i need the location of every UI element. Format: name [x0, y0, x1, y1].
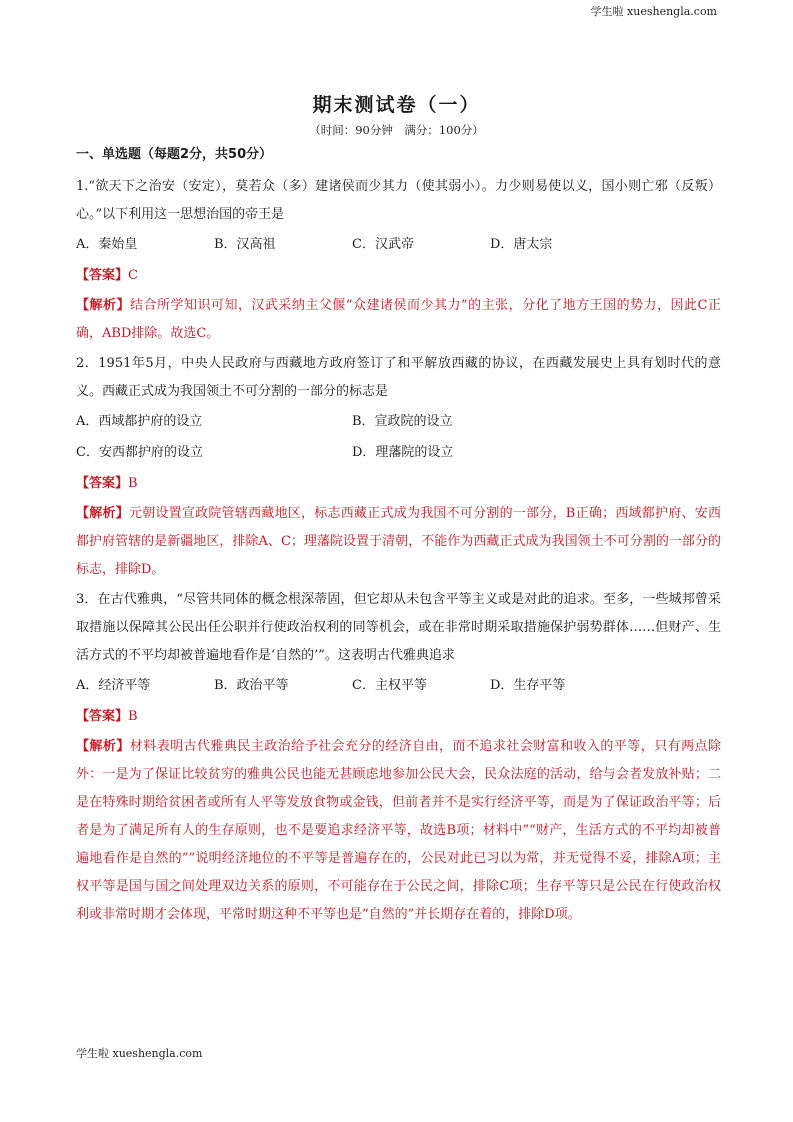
analysis-text: 元朝设置宣政院管辖西藏地区，标志西藏正式成为我国不可分割的一部分，B正确；西域都护府、安西都护府管辖的是新疆地区，排除A、C；理藩院设置于清朝，不能作为西藏正式成为我国领土不可分割的一部分的标志，排除D。 — [76, 506, 721, 577]
option-b: B．宣政院的设立 — [352, 414, 453, 429]
option-d: D．唐太宗 — [490, 237, 553, 252]
answer-value: B — [128, 709, 138, 724]
option-a: A．西域都护府的设立 — [76, 414, 203, 429]
answer-value: B — [128, 476, 138, 491]
answer — [76, 470, 721, 498]
analysis-text: 材料表明古代雅典民主政治给予社会充分的经济自由，而不追求社会财富和收入的平等，只有两点除外：一是为了保证比较贫穷的雅典公民也能无甚顾虑地参加公民大会，民众法庭的活动，给与会者发放补贴；二是在特殊时期给贫困者或所有人平等发放食物或金钱，但前者并不是实行经济平等，而是为了保证政治平等；后者是为了满足所有人的生存原则，也不是要追求经济平等，故选B项；材料中”“财产，生活方式的不平均却被普遍地看作是自然的””说明经济地位的不平等是普遍存在的，公民对此已习以为常，并无觉得不妥，排除A项；主权平等是国与国之间处理双边关系的原则，不可能存在于公民之间，排除C项；生存平等只是公民在行使政治权利或非常时期才会体现，平常时期这种不平等也是“自然的”并长期存在着的，排除D项。 — [76, 739, 721, 922]
option-b: B．汉高祖 — [214, 237, 276, 252]
analysis — [76, 500, 721, 584]
section-heading: 一、单选题（每题2分，共50分） — [76, 147, 273, 162]
question-stem: 3．在古代雅典，“尽管共同体的概念根深蒂固，但它却从未包含平等主义或是对此的追求。至多，一些城邦曾采取措施以保障其公民出任公职并行使政治权利的同等机会，或在非常时期采取措施保护弱势群体……但财产、生活方式的不平均却被普遍地看作是‘自然的’”。这表明古代雅典追求 — [76, 592, 721, 663]
exam-info: （时间：90分钟 满分：100分） — [309, 123, 484, 137]
header-site-label: 学生啦 xueshengla.com — [590, 5, 717, 18]
answer-value: C — [128, 268, 138, 283]
footer-site-label: 学生啦 xueshengla.com — [76, 1047, 203, 1060]
answer — [76, 262, 721, 290]
option-c: C．安西都护府的设立 — [76, 445, 203, 460]
exam-content — [76, 146, 721, 931]
option-a: A．经济平等 — [76, 678, 151, 693]
answer-label: 【答案】 — [76, 709, 129, 724]
options-row — [76, 229, 721, 260]
option-b: B．政治平等 — [214, 678, 289, 693]
answer — [76, 703, 721, 731]
question-3 — [76, 586, 721, 929]
question-stem: 1.“欲天下之治安（安定），莫若众（多）建诸侯而少其力（使其弱小）。力少则易使以义，国小则亡邪（反叛）心。”以下利用这一思想治国的帝王是 — [76, 179, 721, 222]
question-2 — [76, 350, 721, 584]
analysis-label: 【解析】 — [76, 739, 130, 754]
options-row — [76, 670, 721, 701]
option-a: A．秦始皇 — [76, 237, 138, 252]
options-row — [76, 406, 721, 437]
analysis-label: 【解析】 — [76, 506, 129, 521]
answer-label: 【答案】 — [76, 268, 129, 283]
question-1 — [76, 173, 721, 348]
analysis — [76, 733, 721, 929]
option-d: D．生存平等 — [490, 678, 566, 693]
question-stem: 2．1951年5月，中央人民政府与西藏地方政府签订了和平解放西藏的协议，在西藏发展史上具有划时代的意义。西藏正式成为我国领土不可分割的一部分的标志是 — [76, 356, 721, 399]
answer-label: 【答案】 — [76, 476, 129, 491]
analysis-label: 【解析】 — [76, 298, 130, 313]
page-title: 期末测试卷（一） — [312, 94, 481, 116]
analysis-text: 结合所学知识可知，汉武采纳主父偃“众建诸侯而少其力”的主张，分化了地方王国的势力，因此C正确，ABD排除。故选C。 — [76, 298, 721, 341]
options-row — [76, 437, 721, 468]
analysis — [76, 292, 721, 348]
option-c: C．汉武帝 — [352, 237, 414, 252]
option-c: C．主权平等 — [352, 678, 427, 693]
option-d: D．理藩院的设立 — [352, 445, 454, 460]
